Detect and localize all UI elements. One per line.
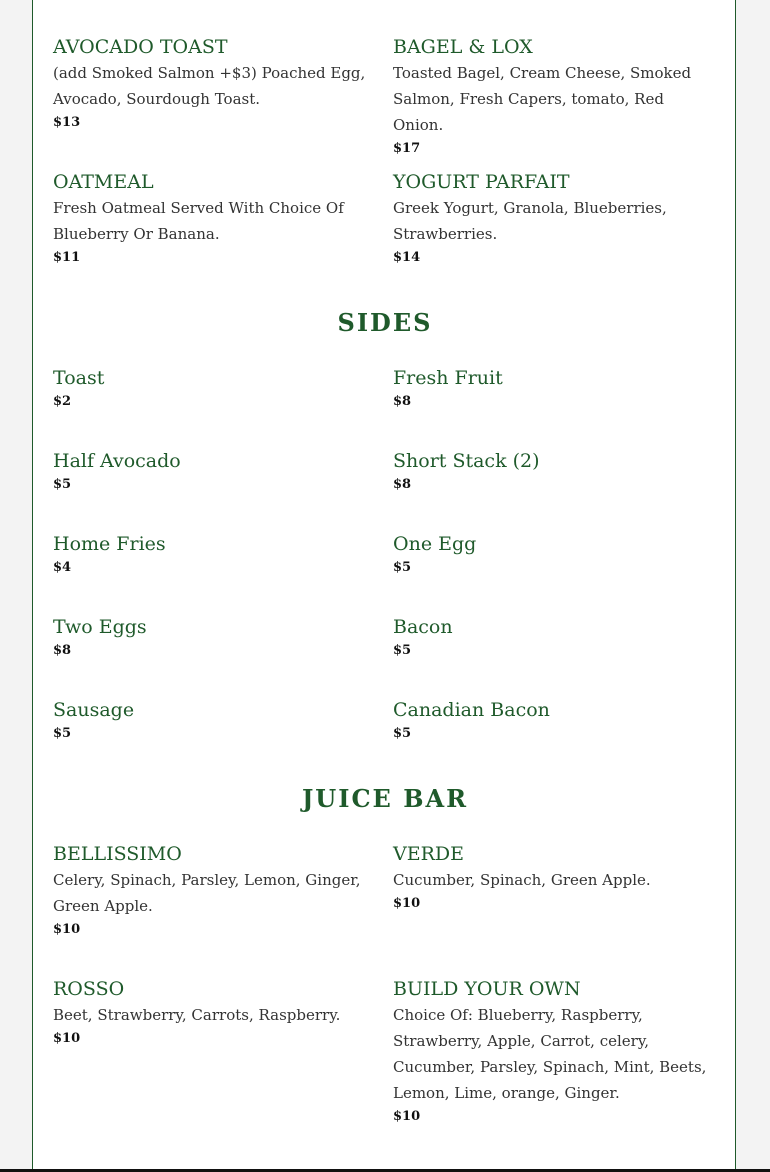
item-price: $2 [53,394,72,409]
item-price: $8 [393,477,412,492]
item-name: Two Eggs [53,616,147,638]
item-price: $10 [53,1031,81,1046]
side-item [393,697,723,745]
item-price: $13 [53,115,81,130]
item-description: Beet, Strawberry, Carrots, Raspberry. [53,1006,341,1024]
item-price: $10 [53,922,81,937]
menu-item [393,34,713,160]
item-name: OATMEAL [53,171,154,193]
item-name: Toast [53,367,105,389]
item-name: YOGURT PARFAIT [393,171,570,193]
item-description: Fresh Oatmeal Served With Choice Of Blueberry Or Banana. [53,199,344,243]
item-name: Short Stack (2) [393,450,540,472]
side-item [393,365,723,413]
item-price: $10 [393,1109,421,1124]
menu-item [53,976,383,1050]
item-price: $10 [393,896,421,911]
item-price: $8 [393,394,412,409]
item-name: BAGEL & LOX [393,36,533,58]
item-description: Greek Yogurt, Granola, Blueberries, Strawberries. [393,199,667,243]
item-price: $8 [53,643,72,658]
side-item [53,614,383,662]
side-item [393,614,723,662]
menu-item [53,841,383,941]
side-item [393,531,723,579]
item-name: Fresh Fruit [393,367,503,389]
item-price: $5 [53,726,72,741]
item-name: Bacon [393,616,453,638]
menu-item [53,34,383,134]
item-price: $5 [393,726,412,741]
item-price: $14 [393,250,421,265]
item-description: Celery, Spinach, Parsley, Lemon, Ginger, Green Apple. [53,871,361,915]
side-item [53,448,383,496]
item-name: BELLISSIMO [53,843,182,865]
menu-item [393,841,723,915]
item-description: (add Smoked Salmon +$3) Poached Egg, Avocado, Sourdough Toast. [53,64,366,108]
item-name: AVOCADO TOAST [53,36,228,58]
section-title-sides: SIDES [337,308,433,337]
item-name: Sausage [53,699,135,721]
item-price: $5 [393,560,412,575]
item-price: $5 [393,643,412,658]
menu-item [53,169,383,269]
item-name: Half Avocado [53,450,181,472]
item-price: $5 [53,477,72,492]
side-item [53,531,383,579]
item-name: Home Fries [53,533,166,555]
item-description: Cucumber, Spinach, Green Apple. [393,871,651,889]
menu-item [393,976,719,1128]
item-description: Choice Of: Blueberry, Raspberry, Strawberry, Apple, Carrot, celery, Cucumber, Parsley, Spinach, Mint, Beets, Lemon, Lime, orange, Ginger. [393,1006,707,1102]
item-name: BUILD YOUR OWN [393,978,581,1000]
side-item [53,365,383,413]
item-name: VERDE [393,843,464,865]
section-title-juice-bar: JUICE BAR [301,784,469,813]
side-item [53,697,383,745]
item-price: $4 [53,560,72,575]
item-name: ROSSO [53,978,125,1000]
item-price: $17 [393,141,421,156]
item-description: Toasted Bagel, Cream Cheese, Smoked Salmon, Fresh Capers, tomato, Red Onion. [393,64,692,134]
item-price: $11 [53,250,81,265]
item-name: Canadian Bacon [393,699,550,721]
item-name: One Egg [393,533,477,555]
menu-item [393,169,723,269]
side-item [393,448,723,496]
